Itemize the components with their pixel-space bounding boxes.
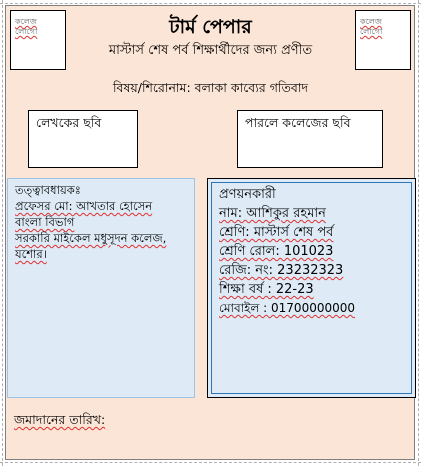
submission-date-label: জমাদানের তারিখ: (14, 412, 106, 427)
guide-line-top (0, 3, 421, 4)
guide-line-bottom (0, 462, 421, 463)
guide-line-right (418, 0, 419, 466)
supervisor-heading: তত্ত্বাবধায়কঃ (15, 183, 81, 197)
supervisor-name: প্রফেসর মো: আখতার হোসেন (15, 199, 153, 213)
author-panel[interactable] (207, 178, 416, 398)
author-session: শিক্ষা বর্ষ : 22-23 (219, 282, 314, 297)
page-title: টার্ম পেপার (169, 16, 252, 38)
author-heading: প্রণয়নকারী (219, 187, 276, 202)
supervisor-department: বাংলা বিভাগ (15, 215, 75, 229)
page-subtitle: মাস্টার্স শেষ পর্ব শিক্ষার্থীদের জন্য প্রণীত (108, 43, 313, 58)
supervisor-panel[interactable] (7, 178, 195, 398)
writer-photo-label: লেখকের ছবি (36, 115, 102, 130)
author-roll: শ্রেণি রোল: 101023 (219, 244, 334, 259)
writer-photo-box[interactable] (28, 110, 138, 168)
logo-label-left: কলেজ লোগো (15, 17, 38, 36)
supervisor-college: সরকারি মাইকেল মধুসূদন কলেজ, যশোর। (15, 231, 167, 261)
author-reg: রেজি: নং: 23232323 (219, 263, 344, 278)
author-name: নাম: আশিকুর রহমান (219, 206, 326, 221)
author-mobile: মোবাইল : 01700000000 (219, 301, 356, 315)
subject-line: বিষয়/শিরোনাম: বলাকা কাব্যের গতিবাদ (112, 80, 309, 95)
author-class: শ্রেণি: মাস্টার্স শেষ পর্ব (219, 225, 334, 240)
author-inner-frame (211, 182, 412, 394)
college-photo-label: পারলে কলেজের ছবি (245, 115, 351, 130)
college-photo-box[interactable] (237, 110, 383, 168)
guide-line-left (2, 0, 3, 466)
logo-label-right: কলেজ লোগো (360, 17, 383, 36)
